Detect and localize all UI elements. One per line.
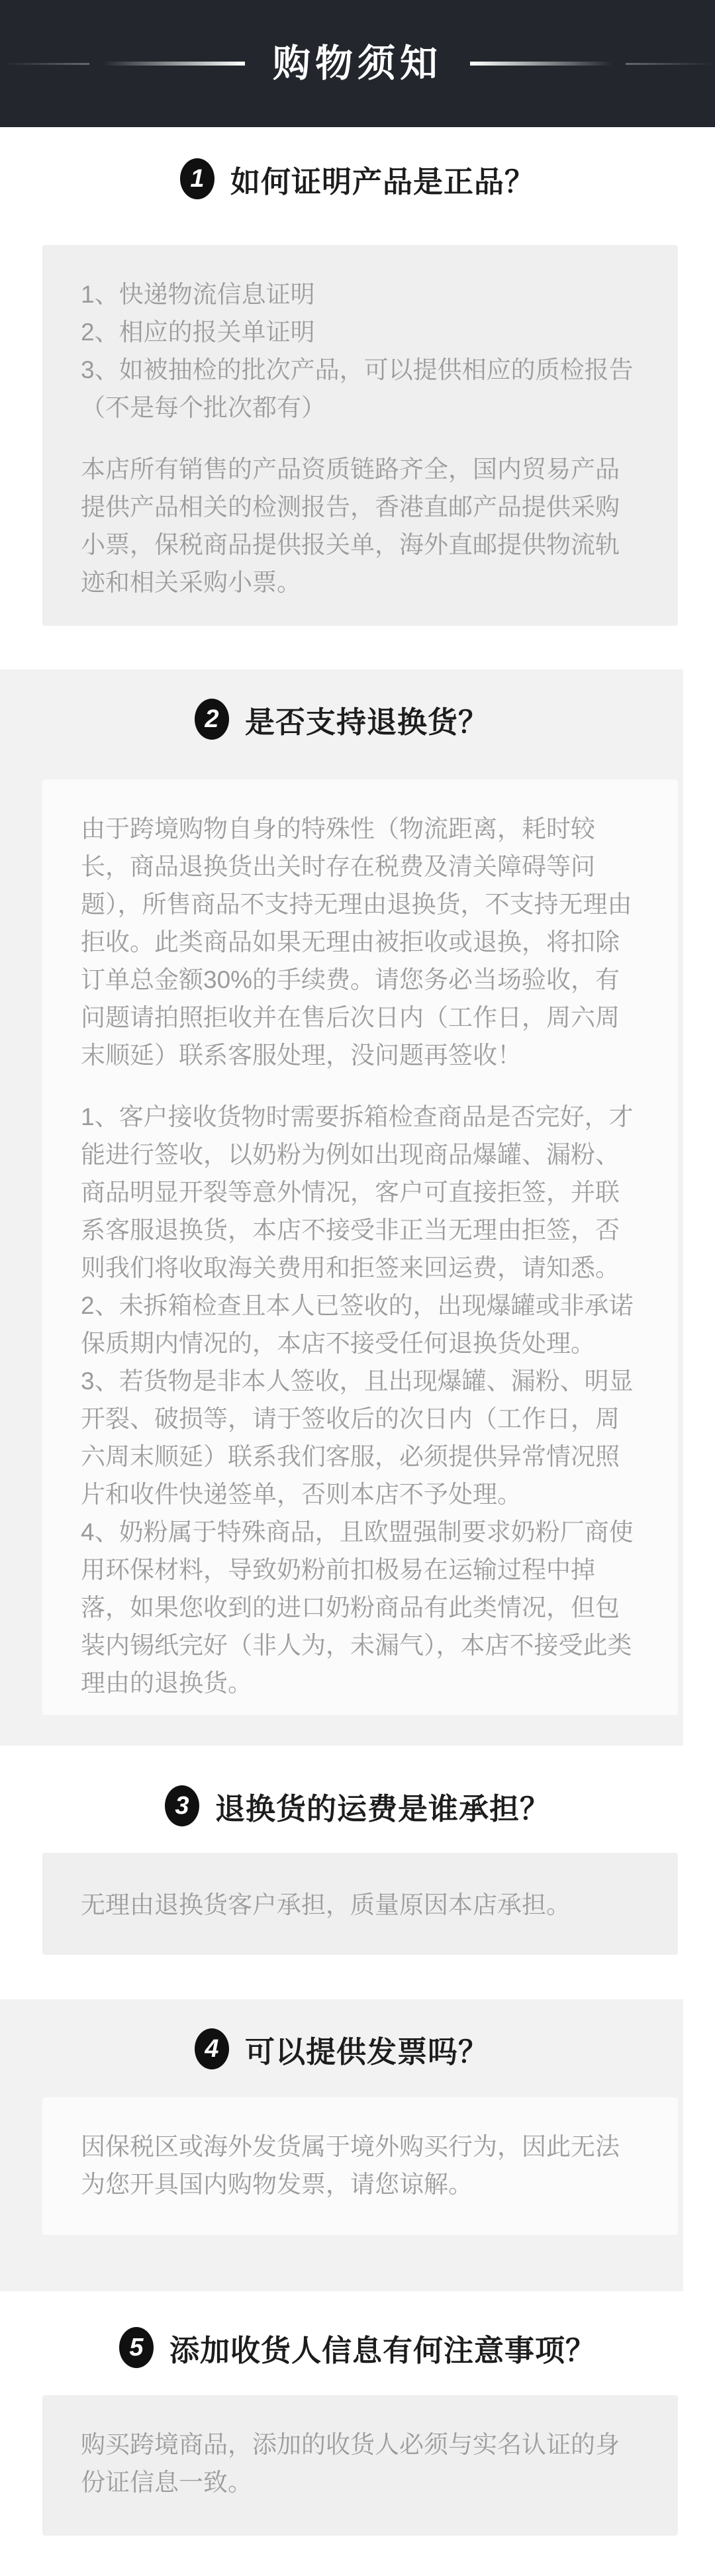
notice-box-5 (42, 2395, 678, 2536)
section-number-badge-4: 4 (195, 2028, 229, 2069)
section-heading-3 (0, 1783, 715, 1829)
notice-box-3 (42, 1853, 678, 1955)
decorative-line-left (103, 62, 245, 66)
section-title-3: 退换货的运费是谁承担？ (215, 1791, 550, 1826)
section-heading-2 (0, 696, 683, 742)
section-recipient-info (0, 2291, 715, 2576)
notice-line: 2、未拆箱检查且本人已签收的，出现爆罐或非承诺保质期内情况的，本店不接受任何退换货处理。 (81, 1292, 634, 1357)
section-return-shipping-fee (0, 1746, 715, 1999)
section-returns (0, 669, 683, 1746)
section-number-badge-3: 3 (165, 1785, 199, 1826)
notice-paragraph: 本店所有销售的产品资质链路齐全，国内贸易产品提供产品相关的检测报告，香港直邮产品提供采购小票，保税商品提供报关单，海外直邮提供物流轨迹和相关采购小票。 (81, 456, 620, 596)
notice-line: 2、相应的报关单证明 (81, 319, 315, 346)
notice-paragraph: 由于跨境购物自身的特殊性（物流距离，耗时较长，商品退换货出关时存在税费及清关障碍等问题），所售商品不支持无理由退换货，不支持无理由拒收。此类商品如果无理由被拒收或退换，将扣除订单总金额30%的手续费。请您务必当场验收，有问题请拍照拒收并在售后次日内（工作日，周六周末顺延）联系客服处理，没问题再签收！ (81, 815, 632, 1069)
notice-paragraph: 购买跨境商品，添加的收货人必须与实名认证的身份证信息一致。 (81, 2431, 620, 2496)
section-number-badge-5: 5 (119, 2327, 154, 2368)
section-authenticity (0, 127, 715, 669)
section-number-badge-1: 1 (180, 158, 215, 199)
section-heading-1 (0, 156, 715, 202)
section-heading-5 (0, 2324, 715, 2371)
decorative-line-right (470, 62, 612, 66)
notice-box-4 (42, 2097, 678, 2235)
notice-line: 3、如被抽检的批次产品，可以提供相应的质检报告（不是每个批次都有） (81, 356, 634, 421)
notice-line: 1、快递物流信息证明 (81, 281, 315, 308)
notice-line: 3、若货物是非本人签收，且出现爆罐、漏粉、明显开裂、破损等，请于签收后的次日内（工作日，周六周末顺延）联系我们客服，必须提供异常情况照片和收件快递签单，否则本店不予处理。 (81, 1367, 634, 1508)
notice-line: 4、奶粉属于特殊商品，且欧盟强制要求奶粉厂商使用环保材料，导致奶粉前扣极易在运输过程中掉落，如果您收到的进口奶粉商品有此类情况，但包装内锡纸完好（非人为，未漏气），本店不接受此类理由的退换货。 (81, 1518, 634, 1697)
page-title: 购物须知 (273, 42, 442, 85)
notice-box-2 (42, 779, 678, 1715)
section-invoice (0, 1999, 683, 2291)
notice-box-1 (42, 245, 678, 626)
notice-line: 1、客户接收货物时需要拆箱检查商品是否完好，才能进行签收，以奶粉为例如出现商品爆罐、漏粉、商品明显开裂等意外情况，客户可直接拒签，并联系客服退换货，本店不接受非正当无理由拒签，否则我们将收取海关费用和拒签来回运费，请知悉。 (81, 1103, 634, 1281)
notice-paragraph: 因保税区或海外发货属于境外购买行为，因此无法为您开具国内购物发票，请您谅解。 (81, 2133, 620, 2198)
section-title-5: 添加收货人信息有何注意事项？ (169, 2333, 596, 2367)
section-number-badge-2: 2 (195, 699, 229, 740)
section-title-1: 如何证明产品是正品？ (230, 164, 535, 199)
page-header (0, 0, 715, 127)
section-title-2: 是否支持退换货？ (244, 705, 489, 739)
notice-paragraph: 无理由退换货客户承担，质量原因本店承担。 (81, 1891, 571, 1918)
section-title-4: 可以提供发票吗？ (244, 2034, 489, 2069)
section-heading-4 (0, 2026, 683, 2072)
